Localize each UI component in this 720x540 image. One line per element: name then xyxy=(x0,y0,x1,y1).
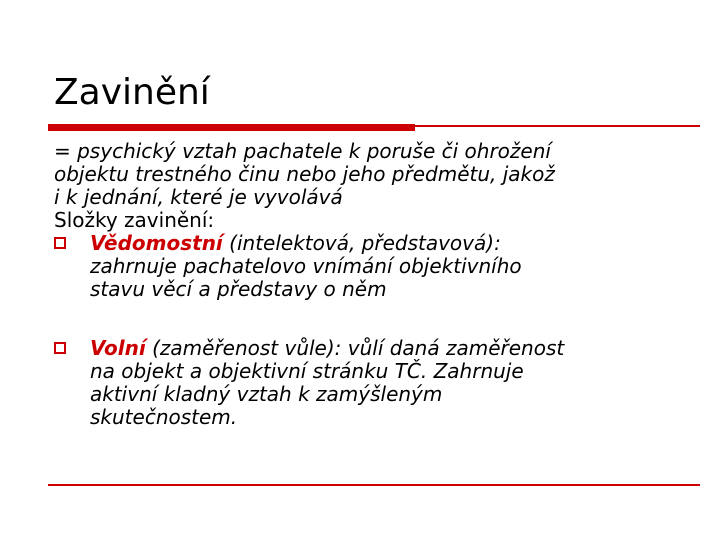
item-term: Volní xyxy=(90,336,146,360)
list-item xyxy=(54,232,704,301)
definition-line: i k jednání, které je vyvolává xyxy=(54,185,343,209)
list-item xyxy=(54,337,704,429)
item-term: Vědomostní xyxy=(90,231,223,255)
item-line: skutečnostem. xyxy=(90,405,238,429)
slide-title: Zavinění xyxy=(54,72,210,113)
item-detail: (intelektová, představová): xyxy=(222,231,501,255)
square-bullet-icon xyxy=(54,342,66,354)
slide-body xyxy=(54,140,704,429)
item-line: zahrnuje pachatelovo vnímání objektivního xyxy=(90,254,522,278)
item-detail: (zaměřenost vůle): vůlí daná zaměřenost xyxy=(145,336,565,360)
spacer xyxy=(54,301,704,337)
item-line: aktivní kladný vztah k zamýšleným xyxy=(90,382,443,406)
title-underline-thin xyxy=(48,125,700,127)
item-line: stavu věcí a představy o něm xyxy=(90,277,387,301)
definition-line: = psychický vztah pachatele k poruše či ohrožení xyxy=(54,139,551,163)
square-bullet-icon xyxy=(54,237,66,249)
bottom-rule xyxy=(48,484,700,486)
item-line: na objekt a objektivní stránku TČ. Zahrnuje xyxy=(90,359,524,383)
definition-line: objektu trestného činu nebo jeho předmětu, jakož xyxy=(54,162,555,186)
components-label: Složky zavinění: xyxy=(54,208,215,232)
